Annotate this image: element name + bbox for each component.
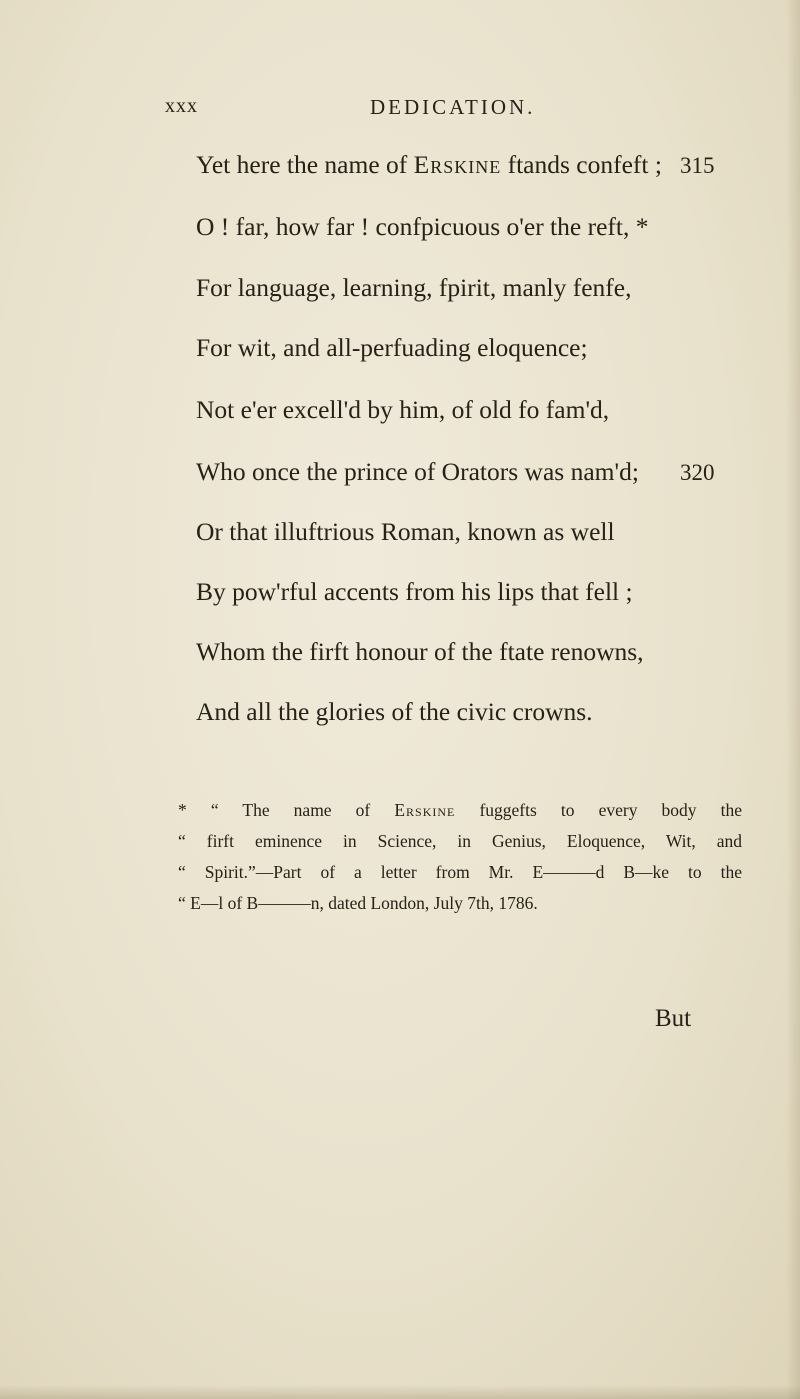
line-number-315: 315 — [680, 153, 715, 178]
running-head — [165, 95, 725, 125]
footnote-erskine-name: Erskine — [394, 800, 456, 820]
verse-line-4: For wit, and all-perfuading eloquence; — [196, 333, 588, 362]
verse-line-9: Whom the firft honour of the ftate renowns, — [196, 637, 644, 666]
erskine-name: Erskine — [413, 150, 502, 179]
verse-line-2: O ! far, how far ! confpicuous o'er the reft, * — [196, 212, 649, 241]
catchword: But — [655, 1005, 692, 1032]
footnote-line-2: “ firft eminence in Science, in Genius, Eloquence, Wit, and — [178, 831, 742, 851]
page-number: xxx — [165, 95, 198, 117]
verse-line-6: Who once the prince of Orators was nam'd; — [196, 457, 639, 486]
verse-line-1: Yet here the name of Erskine ftands confeft ; — [196, 150, 662, 179]
line-number-320: 320 — [680, 460, 715, 485]
verse-line-8: By pow'rful accents from his lips that fell ; — [196, 577, 633, 606]
page-edge-shadow-bottom — [0, 1385, 800, 1399]
footnote-line-3: “ Spirit.”—Part of a letter from Mr. E———d B—ke to the — [178, 862, 742, 882]
footnote-line-4: “ E—l of B———n, dated London, July 7th, 1786. — [178, 893, 538, 913]
verse-line-5: Not e'er excell'd by him, of old fo fam'd, — [196, 395, 610, 424]
running-head-title: DEDICATION. — [370, 95, 536, 119]
page-edge-shadow-right — [786, 0, 800, 1399]
verse-line-10: And all the glories of the civic crowns. — [196, 697, 593, 726]
verse-line-3: For language, learning, fpirit, manly fenfe, — [196, 273, 632, 302]
footnote-line-1: * “ The name of Erskine fuggefts to every body the — [178, 800, 742, 820]
verse-line-7: Or that illuftrious Roman, known as well — [196, 517, 615, 546]
